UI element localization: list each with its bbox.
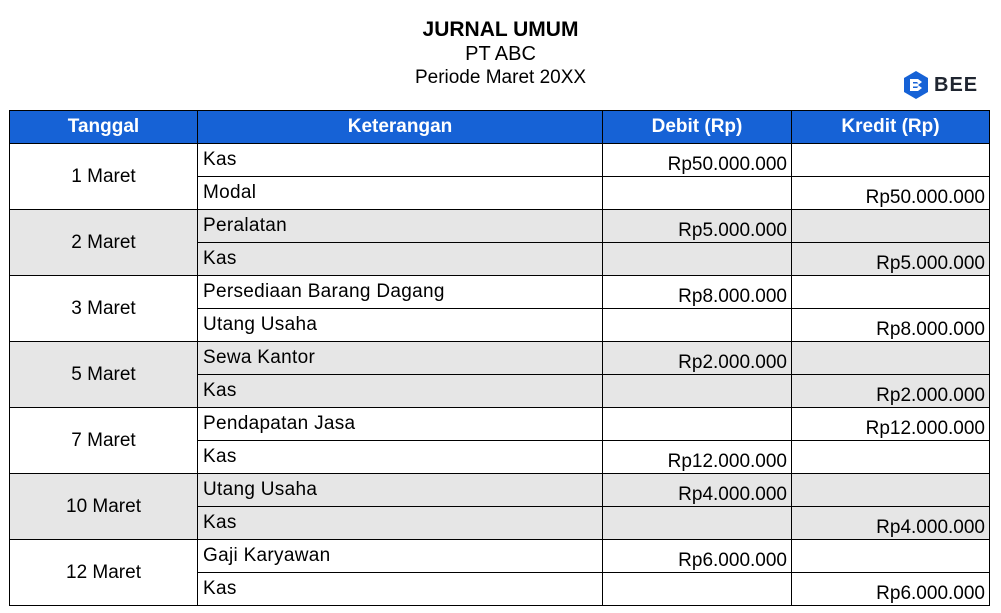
company-name: PT ABC [465, 43, 536, 65]
debit-amount: Rp8.000.000 [603, 276, 792, 309]
debit-amount [603, 507, 792, 540]
account-name: Utang Usaha [198, 474, 603, 507]
entry-date: 10 Maret [10, 474, 198, 540]
journal-table [9, 110, 990, 606]
entry-date: 1 Maret [10, 144, 198, 210]
debit-amount [603, 573, 792, 606]
credit-amount [792, 474, 990, 507]
credit-amount: Rp6.000.000 [792, 573, 990, 606]
debit-amount: Rp12.000.000 [603, 441, 792, 474]
entry-date: 3 Maret [10, 276, 198, 342]
debit-amount [603, 375, 792, 408]
credit-amount: Rp12.000.000 [792, 408, 990, 441]
entry-date: 12 Maret [10, 540, 198, 606]
column-header-tanggal: Tanggal [10, 111, 198, 144]
table-row [10, 540, 990, 573]
credit-amount: Rp5.000.000 [792, 243, 990, 276]
debit-amount: Rp4.000.000 [603, 474, 792, 507]
table-header-row [10, 111, 990, 144]
credit-amount [792, 441, 990, 474]
entry-date: 2 Maret [10, 210, 198, 276]
column-header-debit: Debit (Rp) [603, 111, 792, 144]
credit-amount: Rp50.000.000 [792, 177, 990, 210]
bee-hexagon-icon [903, 70, 929, 100]
logo-text: BEE [934, 73, 979, 96]
account-name: Peralatan [198, 210, 603, 243]
table-row [10, 144, 990, 177]
entry-date: 7 Maret [10, 408, 198, 474]
debit-amount: Rp6.000.000 [603, 540, 792, 573]
credit-amount [792, 144, 990, 177]
account-name: Persediaan Barang Dagang [198, 276, 603, 309]
column-header-keterangan: Keterangan [198, 111, 603, 144]
column-header-kredit: Kredit (Rp) [792, 111, 990, 144]
debit-amount [603, 309, 792, 342]
debit-amount [603, 408, 792, 441]
credit-amount: Rp4.000.000 [792, 507, 990, 540]
credit-amount [792, 342, 990, 375]
account-name: Modal [198, 177, 603, 210]
credit-amount [792, 210, 990, 243]
credit-amount [792, 540, 990, 573]
debit-amount: Rp5.000.000 [603, 210, 792, 243]
table-row [10, 474, 990, 507]
period-label: Periode Maret 20XX [414, 67, 587, 88]
table-row [10, 408, 990, 441]
account-name: Kas [198, 507, 603, 540]
journal-title: JURNAL UMUM [422, 18, 579, 41]
table-row [10, 276, 990, 309]
debit-amount: Rp2.000.000 [603, 342, 792, 375]
table-row [10, 342, 990, 375]
account-name: Kas [198, 144, 603, 177]
account-name: Utang Usaha [198, 309, 603, 342]
debit-amount [603, 177, 792, 210]
debit-amount: Rp50.000.000 [603, 144, 792, 177]
entry-date: 5 Maret [10, 342, 198, 408]
account-name: Kas [198, 375, 603, 408]
account-name: Pendapatan Jasa [198, 408, 603, 441]
account-name: Kas [198, 441, 603, 474]
bee-logo [903, 70, 978, 100]
account-name: Gaji Karyawan [198, 540, 603, 573]
account-name: Kas [198, 243, 603, 276]
account-name: Sewa Kantor [198, 342, 603, 375]
credit-amount: Rp8.000.000 [792, 309, 990, 342]
credit-amount [792, 276, 990, 309]
account-name: Kas [198, 573, 603, 606]
table-row [10, 210, 990, 243]
document-header [0, 18, 1001, 90]
credit-amount: Rp2.000.000 [792, 375, 990, 408]
debit-amount [603, 243, 792, 276]
